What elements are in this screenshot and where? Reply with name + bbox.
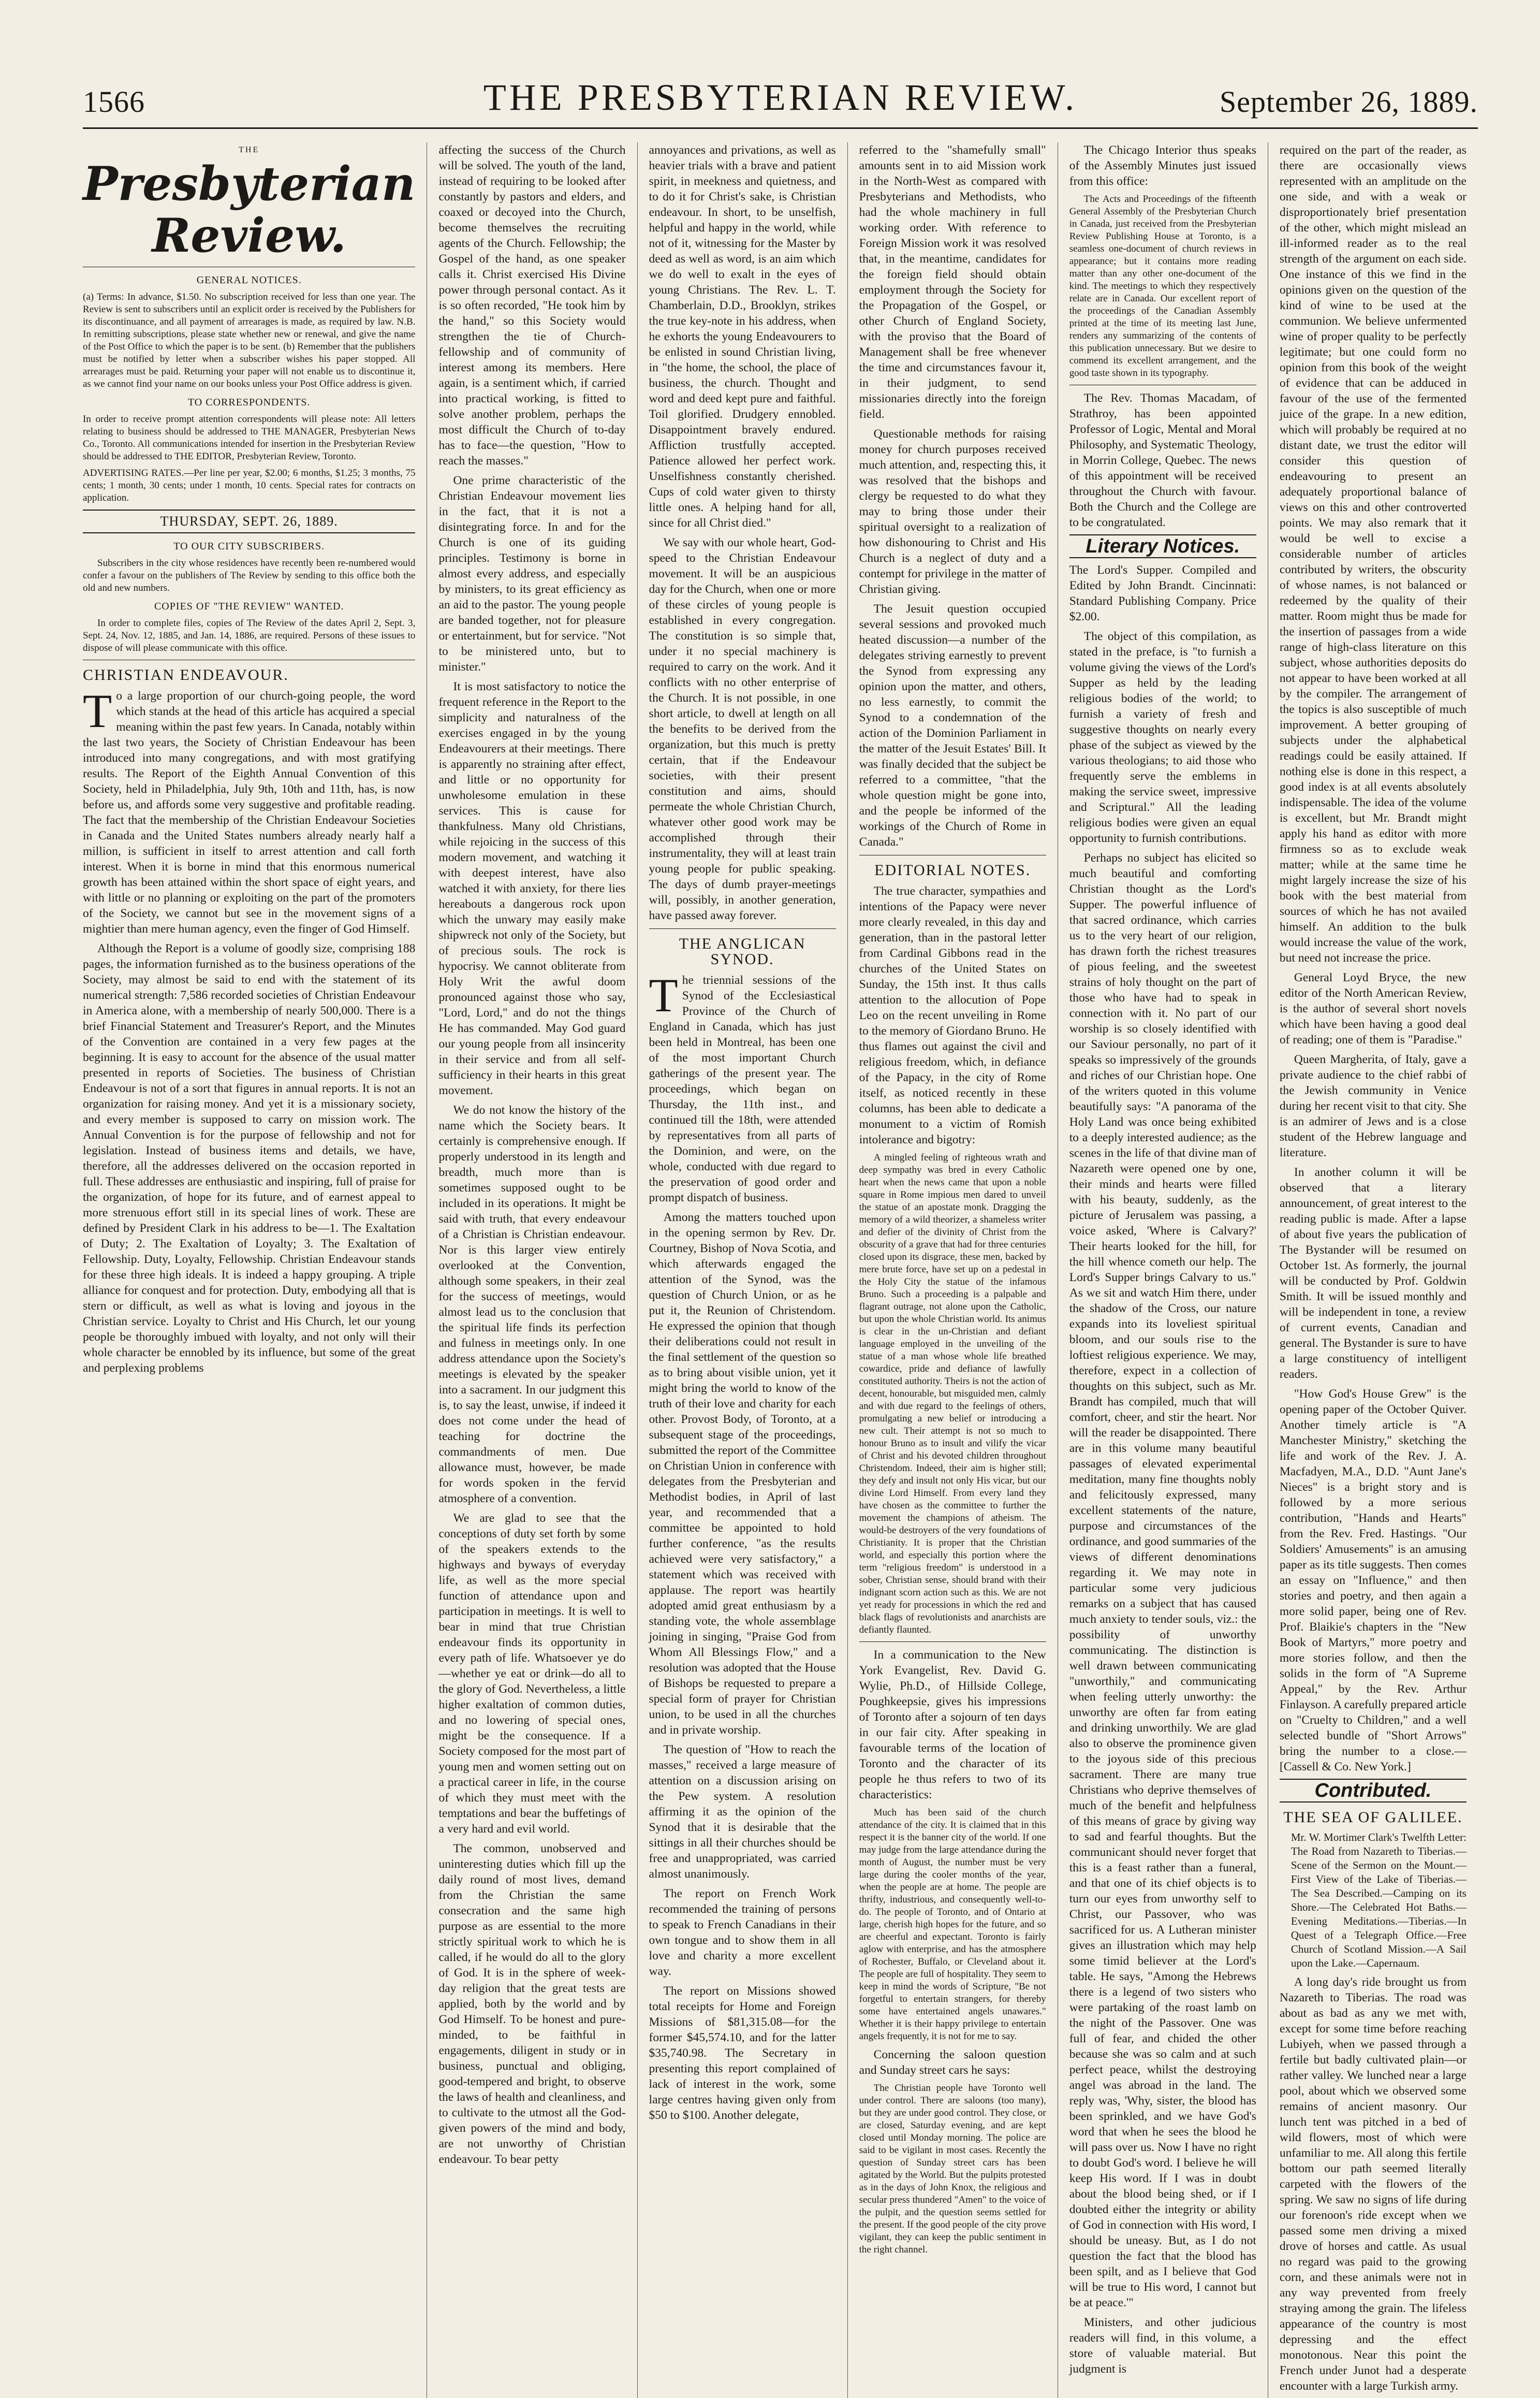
copies-wanted-heading: COPIES OF "THE REVIEW" WANTED. xyxy=(154,601,344,612)
column-1 xyxy=(83,142,427,2398)
anglican-synod-heading: THE ANGLICAN SYNOD. xyxy=(679,935,806,968)
letter-contents: Mr. W. Mortimer Clark's Twelfth Letter: The Road from Nazareth to Tiberias.—Scene of the Sermon on the Mount.—First View of the Lake of Tiberias.—The Sea Described.—Camping on its Shore.—The Celebrated Hot Baths.—Evening Meditations.—Tiberias.—In Quest of a Telegraph Office.—Free Church of Scotland Mission.—A Sail upon the Lake.—Capernaum. xyxy=(1290,1831,1466,1969)
article-paragraph: The common, unobserved and uninteresting duties which fill up the daily round of most lives, demand from the Christian the same consecration and the same high purpose as are essential to the more strictly spiritual work to which he is called, if he would do all to the glory of God. It is in the sphere of week-day religion that the great tests are applied, both by the world and by God Himself. To be honest and pure-minded, to be faithful in engagements, diligent in study or in business, punctual and obliging, good-tempered and bright, to observe the laws of health and cleanliness, and to cultivate to the utmost all the God-given powers of the mind and body, are not unworthy of Christian endeavour. To bear petty xyxy=(438,1842,626,2166)
quoted-passage: The Christian people have Toronto well under control. There are saloons (too many), but they are under good control. They close, or are closed, Saturday evening, and are kept closed until Monday morning. The police are said to be vigilant in most cases. Recently the question of Sunday street cars has been agitated by the World. But the pulpits protested as in the days of John Knox, the religious and secular press thundered "Amen" to the voice of the pulpit, and the question seems settled for the present. If the good people of the city prove vigilant, they can keep the public sentiment in the right channel. xyxy=(859,2083,1046,2255)
article-paragraph: affecting the success of the Church will be solved. The youth of the land, instead of requiring to be looked after constantly by pastors and elders, and coaxed or decoyed into the Church, become themselves the recruiting agents of the Church. Fellowship; the Gospel of the hand, as one speaker calls it. Christ exercised His Divine power through personal contact. As it is so often recorded, "He took him by the hand," so this Society would strengthen the tie of Church-fellowship and of community of interest among its members. Here again, is a sentiment which, if carried into practical working, is fitted to solve another problem, perhaps the most difficult the Church of to-day has to face—the question, "How to reach the masses." xyxy=(438,143,626,468)
editorial-note: Concerning the saloon question and Sunday street cars he says: xyxy=(859,2048,1046,2077)
newspaper-title: THE PRESBYTERIAN REVIEW. xyxy=(483,77,1078,118)
review-paragraph: The object of this compilation, as stated in the preface, is "to furnish a volume giving the views of the Lord's Supper as held by the leading religious bodies of the world; to furnish a variety of fresh and suggestive thoughts on nearly every phase of the subject as viewed by the various theologians; to aid those who frequently serve the emblems in making the service sweet, impressive and Scriptural." All the leading religious bodies were given an equal opportunity to furnish contributions. xyxy=(1069,630,1256,845)
column-4 xyxy=(847,142,1058,2398)
correspondents-heading: TO CORRESPONDENTS. xyxy=(187,397,311,408)
review-paragraph: required on the part of the reader, as there are occasionally views represented with an amplitude on the one side, and with a weak or disproportionately brief presentation of the other, which might mislead an ill-informed reader as to the real strength of the argument on each side. One instance of this we find in the opinions given on the question of the kind of wine to be used at the communion. We believe unfermented wine of proper quality to be perfectly legitimate; but one could form no opinion from this book of the weight of evidence that can be adduced in favour of the use of the fermented juice of the grape. In a new edition, which will probably be required at no distant date, we trust the editor will consider this question of endeavouring to present an adequately proportional balance of views on this and other controverted points. We may also remark that it would be well to excise a considerable number of articles contributed by writers, the obscurity of whose names, is not balanced or redeemed by the quality of their matter. Room might thus be made for the insertion of passages from a wide range of high-class literature on this subject, whose authorities deposits do not appear to have been worked at all by the compiler. The arrangement of the topics is also susceptible of much improvement. A better grouping of subjects under the alphabetical readings could be easily attained. If nothing else is done in this respect, a good index is at all events absolutely indispensable. The idea of the volume is excellent, but Mr. Brandt might apply his hand as editor with more firmness so as to exclude weak matter; while at the same time he might largely increase the size of his book with the best material from sources of which he has not availed himself. An addition to the bulk would increase the value of the work, but need not increase the price. xyxy=(1279,143,1466,965)
column-5 xyxy=(1058,142,1268,2398)
column-grid xyxy=(83,142,1478,2393)
article-paragraph: Questionable methods for raising money for church purposes received much attention, and, respecting this, it was resolved that the bishops and clergy be requested to do what they may to bring those under their spiritual oversight to a realization of how dishonouring to Christ and His Church is a neglect of duty and a contempt for privilege in the matter of Christian giving. xyxy=(859,427,1046,596)
quoted-passage: The Acts and Proceedings of the fifteenth General Assembly of the Presbyterian Church in Canada, just received from the Presbyterian Review Publishing House at Toronto, is a seamless one-document of church reviews in appearance; but it contains more reading matter than any other one-document of the kind. The meetings to which they respectively relate are in Canada. Our excellent report of the proceedings of the Canadian Assembly printed at the time of its meeting last June, renders any summarizing of the contents of this publication unnecessary. But we desire to commend its excellent arrangement, and the good taste shown in its typography. xyxy=(1069,194,1256,379)
copies-wanted-body: In order to complete files, copies of The Review of the dates April 2, Sept. 3, Sept. 24, Nov. 12, 1885, and Jan. 14, 1886, are required. Persons of these issues to dispose of will please communicate with this office. xyxy=(83,618,416,653)
literary-note: In another column it will be observed that a literary announcement, of great interest to the reading public is made. After a lapse of about five years the publication of The Bystander will be resumed on October 1st. As formerly, the journal will be conducted by Prof. Goldwin Smith. It will be issued monthly and will be independent in tone, a review of current events, Canadian and general. The Bystander is sure to have a large constituency of intelligent readers. xyxy=(1279,1166,1466,1381)
dateline: THURSDAY, SEPT. 26, 1889. xyxy=(83,510,415,533)
correspondents-body: In order to receive prompt attention correspondents will please note: All letters relating to business should be addressed to THE MANAGER, Presbyterian News Co., Toronto. All communications intended for insertion in the Presbyterian Review should be addressed to THE EDITOR, Presbyterian Review, Toronto. xyxy=(83,414,416,462)
article-paragraph: Although the Report is a volume of goodly size, comprising 188 pages, the information furnished as to the business operations of the Society, may almost be said to end with the statement of its numerical strength: 7,586 recorded societies of Christian Endeavour in America alone, with a membership of nearly 500,000. There is a brief Financial Statement and Treasurer's Report, and the Minutes of the Convention are contained in a very few pages at the beginning. It is easy to account for the absence of the usual matter presented in reports of Societies. The business of Christian Endeavour is not of a sort that figures in annual reports. It is not an organization for raising money. And yet it is a missionary society, and every member is supposed to carry on mission work. The Annual Convention is for the purpose of fellowship and not for legislation. Instead of business items and details, we have, therefore, all the addresses delivered on the occasion reported in full. These addresses are enthusiastic and inspiring, full of praise for the organization, of hope for its future, and of earnest appeal to more strenuous effort still in its special lines of work. These are defined by President Clark in his address to be—1. The Exaltation of Duty; 2. The Exaltation of Loyalty; 3. The Exaltation of Fellowship. Duty, Loyalty, Fellowship. Christian Endeavour stands for these three high ideals. It is indeed a happy grouping. A triple alliance for conquest and for protection. Duty, embodying all that is stern or difficult, as well as what is loving and joyous in the Christian service. Loyalty to Christ and His Church, let our young people be thoroughly imbued with loyalty, and not only will their whole character be ennobled by its influence, but some of the great and perplexing problems xyxy=(83,942,416,1375)
city-subscribers-body: Subscribers in the city whose residences have recently been re-numbered would confer a favour on the publishers of The Review by sending to this office both the old and new numbers. xyxy=(83,558,416,593)
article-paragraph: We are glad to see that the conceptions of duty set forth by some of the speakers extends to the highways and byways of everyday life, as well as the more special function of attendance upon and participation in meetings. It is well to bear in mind that true Christian endeavour finds its opportunity in every path of life. Whatsoever ye do—whether ye eat or drink—do all to the glory of God. Nevertheless, a little higher exaltation of common duties, and no lowering of special ones, might be the consequence. If a Society composed for the most part of young men and women setting out on a practical career in life, in the course of which they must meet with the temptations and bear the buffetings of a very hard and evil world. xyxy=(438,1512,626,1836)
review-paragraph: Perhaps no subject has elicited so much beautiful and comforting Christian thought as the Lord's Supper. The powerful influence of that sacred ordinance, which carries us to the very heart of our religion, has drawn forth the richest treasures of pious feeling, and the sweetest strains of holy thought on the part of those who have had to speak in connection with it. No part of our worship is so closely identified with our Saviour personally, no part of it speaks so impressively of the grounds and riches of our Christian hope. One of the writers quoted in this volume beautifully says: "A panorama of the Holy Land was once being exhibited to a deeply interested audience; as the scenes in the life of that divine man of Nazareth were opened one by one, their minds and hearts were filled with his beauty, suddenly, as the picture of Jerusalem was passing, a voice asked, 'Where is Calvary?' Their hearts looked for the hill, for the hill whence cometh our help. The Lord's Supper brings Calvary to us." As we sit and watch Him there, under the shadow of the Cross, our nature expands into its loveliest spiritual bloom, and our souls rise to the loftiest religious experience. We may, therefore, expect in a collection of thoughts on this subject, such as Mr. Brandt has compiled, much that will comfort, cheer, and stir the heart. Nor will the reader be disappointed. There are in this volume many beautiful passages of elevated experimental meditation, many fine thoughts nobly and felicitously expressed, many excellent statements of the nature, purpose and circumstances of the ordinance, and good summaries of the views of different denominations regarding it. We may note in particular some very judicious remarks on a subject that has caused much anxiety to tender souls, viz.: the possibility of unworthy communicating. The distinction is well drawn between communicating "unworthily," and communicating when feeling utterly unworthy: the unworthy are often far from eating and drinking unworthily. We are glad also to observe the prominence given to the joyous side of this precious sacrament. There are many true Christians who deprive themselves of much of the benefit and helpfulness of this means of grace by giving way to sad and fearful thoughts. But the communicant should never forget that this is a feast rather than a funeral, and that one of its chief objects is to turn our eyes from unworthy self to Christ, our Passover, who was sacrificed for us. A Lutheran minister gives an illustration which may help some timid believer at the Lord's table. He says, "Among the Hebrews there is a legend of two sisters who were partaking of the roast lamb on the night of the Passover. One was full of fear, and chided the other because she was so calm and at such perfect peace, whilst the destroying angel was abroad in the land. The reply was, 'Why, sister, the blood has been sprinkled, and we have God's word that when he sees the blood he will pass over us. Now I have no right to doubt God's word. I believe he will keep His word. If I was in doubt about the blood being shed, or if I doubted either the integrity or ability of God in connection with His word, I should be uneasy. But, as I do not question the fact that the blood has been spilt, and as I believe that God will be true to His word, I cannot but be at peace.'" xyxy=(1069,851,1256,2309)
article-paragraph: The Jesuit question occupied several sessions and provoked much heated discussion—a number of the delegates striving earnestly to prevent the Synod from expressing any opinion upon the matter, and others, no less earnestly, to commit the Synod to a condemnation of the action of the Dominion Parliament in the matter of the Jesuit Estates' Bill. It was finally decided that the subject be referred to a committee, "that the whole question might be gone into, and the people be informed of the workings of the Church of Rome in Canada." xyxy=(859,602,1046,849)
divider xyxy=(859,1641,1046,1642)
article-paragraph: annoyances and privations, as well as heavier trials with a brave and patient spirit, in meekness and quietness, and to do it for Christ's sake, is Christian endeavour. In short, to be unselfish, helpful and happy in the world, while not of it, witnessing for the Master by deed as well as word, is an aim which we do well to exalt in the eyes of young Christians. The Rev. L. T. Chamberlain, D.D., Brooklyn, strikes the true key-note in his address, when he exhorts the young Endeavourers to be enlisted in sound Christian living, in "the home, the school, the place of business, the church. Thought and word and deed kept pure and faithful. Toil glorified. Drudgery ennobled. Disappointment bravely endured. Affliction trustfully accepted. Patience allowed her perfect work. Unselfishness constantly cherished. Cups of cold water given to thirsty little ones. A helping hand for all, since for all Christ died." xyxy=(649,143,836,530)
article-paragraph: The triennial sessions of the Synod of the Ecclesiastical Province of the Church of England in Canada, which has just been held in Montreal, has been one of the most important Church gatherings of the present year. The proceedings, which began on Thursday, the 11th inst., and continued till the 18th, were attended by representatives from all parts of the Dominion, and were, on the whole, conducted with due regard to the preservation of good order and prompt dispatch of business. xyxy=(649,969,836,1204)
book-title: The Lord's Supper. Compiled and Edited by John Brandt. Cincinnati: Standard Publishing Company. Price $2.00. xyxy=(1069,563,1256,623)
column-6 xyxy=(1268,142,1478,2398)
quoted-passage: A mingled feeling of righteous wrath and deep sympathy was bred in every Catholic heart when the news came that upon a noble square in Rome impious men dared to unveil the statue of an apostate monk. Dragging the memory of a wild theorizer, a shameless writer and defier of the divinity of Christ from the obscurity of a grave that had for three centuries closed upon its disgrace, these men, backed by mere brute force, have set up on a pedestal in the Holy City the statue of the infamous Bruno. Such a proceeding is a palpable and flagrant outrage, not alone upon the Catholic, but upon the whole Christian world. Its animus is clear in the un-Christian and defiant language employed in the unveiling of the statue of a man whose whole life breathed cowardice, pride and defiance of lawfully constituted authority. Theirs is not the action of decent, honourable, but misguided men, calmly and with due regard to the feelings of others, promulgating a new belief or introducing a new cult. Their attempt is not so much to honour Bruno as to insult and vilify the vicar of Christ and his devoted children throughout Christendom. Indeed, their aim is higher still; they defy and insult not only His vicar, but our divine Lord Himself. From every land they have chosen as the committee to further the movement the champions of atheism. The would-be destroyers of the very foundations of Christianity. It is proper that the Christian world, and especially this portion where the term "religious freedom" is understood in a sober, Christian sense, should brand with their indignant scorn action such as this. We are not yet ready for processions in which the red and black flags of revolutionists and anarchists are defiantly flaunted. xyxy=(859,1152,1046,1635)
literary-note: "How God's House Grew" is the opening paper of the October Quiver. Another timely article is "A Manchester Ministry," sketching the life and work of the Rev. J. A. Macfadyen, M.A., D.D. "Aunt Jane's Nieces" is a bright story and is followed by a more serious contribution, "Hands and Hearts" from the Rev. Fred. Hastings. "Our Soldiers' Amusements" is an amusing paper as its title suggests. Then comes an essay on "Influence," and then stories and poetry, and then again a more solid paper, being one of Rev. Prof. Blaikie's chapters in the "New Book of Martyrs," more poetry and more stories follow, and then the solids in the form of "A Supreme Appeal," by the Rev. Arthur Finlayson. A carefully prepared article on "Cruelty to Children," and a well selected bundle of "Short Arrows" bring the number to a close.—[Cassell & Co. New York.] xyxy=(1279,1387,1466,1774)
article-paragraph: The report on Missions showed total receipts for Home and Foreign Missions of $81,315.08—for the former $45,574.10, and for the latter $35,740.98. The Secretary in presenting this report complained of lack of interest in the work, some large centres having given only from $50 to $100. Another delegate, xyxy=(649,1984,836,2122)
article-paragraph: The report on French Work recommended the training of persons to speak to French Canadians in their own tongue and to show them in all love and charity a more excellent way. xyxy=(649,1887,836,1978)
editorial-notes-heading: EDITORIAL NOTES. xyxy=(874,862,1031,879)
article-paragraph: We do not know the history of the name which the Society bears. It certainly is comprehensive enough. If properly understood in its length and breadth, much more than is sometimes supposed ought to be included in its operations. It might be said with truth, that every endeavour of a Christian is Christian endeavour. Nor is this larger view entirely overlooked at the Convention, although some speakers, in their zeal for the success of meetings, would almost lead us to the conclusion that the spiritual life finds its perfection and fulness in meetings only. In one address attendance upon the Society's meetings is elevated by the speaker into a sacrament. In our judgment this is, to say the least, unwise, if indeed it does not come under the head of teaching for doctrine the commandments of men. Due allowance must, however, be made for words spoken in the fervid atmosphere of a convention. xyxy=(438,1103,626,1505)
editorial-note: The Chicago Interior thus speaks of the Assembly Minutes just issued from this office: xyxy=(1069,143,1256,188)
article-paragraph: Among the matters touched upon in the opening sermon by Rev. Dr. Courtney, Bishop of Nova Scotia, and which afterwards engaged the attention of the Synod, was the question of Church Union, or as he put it, the Reunion of Christendom. He expressed the opinion that though their deliberations could not result in the final settlement of the question so as to bring about visible union, yet it might bring the world to know of the truth of their love and charity for each other. Provost Body, of Toronto, at a subsequent stage of the proceedings, submitted the report of the Committee on Christian Union in conference with delegates from the Presbyterian and Methodist bodies, in April of last year, and recommended that a committee be appointed to hold further conference, "as the results achieved were very satisfactory," a statement which was received with applause. The report was heartily adopted amid great enthusiasm by a standing vote, the whole assemblage joining in singing, "Praise God from Whom All Blessings Flow," and a resolution was adopted that the House of Bishops be requested to prepare a special form of prayer for Christian union, to be used in all the churches and in private worship. xyxy=(649,1211,836,1737)
review-paragraph: Ministers, and other judicious readers will find, in this volume, a store of valuable material. But judgment is xyxy=(1069,2316,1256,2376)
divider xyxy=(649,928,836,929)
notices-body: (a) Terms: In advance, $1.50. No subscription received for less than one year. The Review is sent to subscribers until an explicit order is received by the Publishers for its discontinuance, and all payment of arrearages is made, as required by law. N.B. In remitting subscriptions, please state whether new or renewal, and give the name of the Post Office to which the paper is to be sent. (b) Remember that the publishers must be notified by letter when a subscriber wishes his paper stopped. All arrearages must be paid. Returning your paper will not enable us to discontinue it, as we cannot find your name on our books unless your Post Office address is given. xyxy=(83,292,416,389)
literary-notices-heading: Literary Notices. xyxy=(1069,534,1256,558)
notices-heading: GENERAL NOTICES. xyxy=(196,274,302,286)
masthead xyxy=(83,67,1478,129)
nameplate-small: THE xyxy=(239,146,260,154)
article-paragraph: referred to the "shamefully small" amounts sent in to aid Mission work in the North-West as compared with Presbyterians and Methodists, who had the whole machinery in full working order. With reference to Foreign Mission work it was resolved that, in the meantime, candidates for the foreign field should obtain employment through the Society for the Propagation of the Gospel, or other Church of England Society, with the proviso that the Board of Management shall be free whenever the time and circumstances favour it, in their judgment, to send missionaries directly into the foreign field. xyxy=(859,143,1046,421)
quoted-passage: Much has been said of the church attendance of the city. It is claimed that in this respect it is the banner city of the world. If one may judge from the large attendance during the month of August, the number must be very large during the cooler months of the year, when the people are at home. The people are thrifty, industrious, and consequently well-to-do. The people of Toronto, and of Ontario at large, cherish high hopes for the future, and so are cheerful and expectant. Toronto is fairly aglow with enterprise, and has the atmosphere of Rochester, Buffalo, or Cleveland about it. The people are full of hospitality. They seem to keep in mind the words of Scripture, "Be not forgetful to entertain strangers, for thereby some have entertained angels unawares." Whether it is their happy privilege to entertain angels frequently, it is not for me to say. xyxy=(859,1807,1046,2042)
article-paragraph: A long day's ride brought us from Nazareth to Tiberias. The road was about as bad as any we met with, except for some time before reaching Lubiyeh, when we passed through a fertile but badly cultivated plain—or rather valley. We lunched near a large pool, about which we observed some remains of ancient masonry. Our lunch tent was pitched in a bed of wild flowers, most of which were unfamiliar to me. All along this fertile bottom our path seemed literally carpeted with the flowers of the spring. We saw no signs of life during our forenoon's ride except when we passed some men driving a mixed drove of horses and cattle. As usual no regard was paid to the growing corn, and these animals were not in any way prevented from freely straying among the grain. The lifeless appearance of the country is most depressing and the effect monotonous. Near this point the French under Junot had a desperate encounter with a large Turkish army. xyxy=(1279,1975,1466,2393)
literary-note: General Loyd Bryce, the new editor of the North American Review, is the author of several short novels which have been having a good deal of reading; one of them is "Paradise." xyxy=(1279,971,1466,1047)
city-subscribers-heading: TO OUR CITY SUBSCRIBERS. xyxy=(173,541,325,552)
column-3 xyxy=(637,142,847,2398)
article-paragraph: To a large proportion of our church-going people, the word which stands at the head of this article has acquired a special meaning within the past few years. In Canada, notably within the last two years, the Society of Christian Endeavour has been introduced into many congregations, and with most gratifying results. The Report of the Eighth Annual Convention of this Society, held in Philadelphia, July 9th, 10th and 11th, has, is now before us, and affords some very suggestive and profitable reading. The fact that the membership of the Christian Endeavour Societies in Canada and the United States numbers already nearly half a million, is sufficient in itself to arrest attention and call forth interest. When it is borne in mind that this enormous numerical growth has been attained within the short space of eight years, and with little or no planning or exploiting on the part of the promoters of the Society, we cannot but see in the movement signs of a mightier than mere human agency, even the finger of God Himself. xyxy=(83,685,416,936)
editorial-note: The true character, sympathies and intentions of the Papacy were never more clearly revealed, in this day and generation, than in the pastoral letter from Cardinal Gibbons read in the churches of the United States on Sunday, the 15th inst. It thus calls attention to the allocution of Pope Leo on the recent unveiling in Rome to the memory of Giordano Bruno. He thus flames out against the civil and religious freedom, which, in defiance of the Papacy, in the city of Rome itself, as noticed recently in these columns, has been able to dedicate a monument to a victim of Romish intolerance and bigotry: xyxy=(859,884,1046,1146)
column-2 xyxy=(427,142,637,2398)
article-paragraph: It is most satisfactory to notice the frequent reference in the Report to the simplicity and naturalness of the exercises engaged in by the young Endeavourers at their meetings. There is apparently no straining after effect, and little or no opportunity for unwholesome emulation in these services. This is cause for thankfulness. Many old Christians, while rejoicing in the success of this modern movement, and watching it with deepest interest, have also watched it with anxiety, for there lies hereabouts a dangerous rock upon which the unwary may easily make shipwreck not only of the Society, but of precious souls. The rock is hypocrisy. We cannot obliterate from Holy Writ the awful doom pronounced against those who say, "Lord, Lord," and do not the things He has commanded. May God guard our young people from all insincerity in their service and from all self-sufficiency in their hearts in this great movement. xyxy=(438,680,626,1097)
literary-note: Queen Margherita, of Italy, gave a private audience to the chief rabbi of the Jewish community in Venice during her recent visit to that city. She is an admirer of Jews and is a close student of the Hebrew language and literature. xyxy=(1279,1053,1466,1159)
nameplate: Presbyterian Review. xyxy=(83,156,416,263)
issue-date: September 26, 1889. xyxy=(1219,85,1478,119)
sea-of-galilee-heading: THE SEA OF GALILEE. xyxy=(1283,1809,1463,1826)
editorial-note: The Rev. Thomas Macadam, of Strathroy, has been appointed Professor of Logic, Mental and Moral Philosophy, and Systematic Theology, in Morrin College, Quebec. The news of this appointment will be received throughout the Church with favour. Both the Church and the College are to be congratulated. xyxy=(1069,391,1256,529)
advertising-rates: ADVERTISING RATES.—Per line per year, $2.00; 6 months, $1.25; 3 months, 75 cents; 1 month, 30 cents; under 1 month, 10 cents. Special rates for contracts on application. xyxy=(83,468,416,503)
article-paragraph: We say with our whole heart, God-speed to the Christian Endeavour movement. It will be an auspicious day for the Church, when one or more of these circles of young people is established in every congregation. The constitution is so simple that, under it no special machinery is required to carry on the work. And it conflicts with no other enterprise of the Church. It is not possible, in one short article, to dwell at length on all the benefits to be derived from the organization, but this much is pretty certain, that if the Endeavour societies, with their present constitution and aims, should permeate the whole Christian Church, whatever other good work may be accomplished through their instrumentality, they will at least train young people for public speaking. The days of dumb prayer-meetings will, possibly, in another generation, have passed away forever. xyxy=(649,536,836,922)
christian-endeavour-heading: CHRISTIAN ENDEAVOUR. xyxy=(83,666,289,684)
editorial-note: In a communication to the New York Evangelist, Rev. David G. Wylie, Ph.D., of Hillside College, Poughkeepsie, gives his impressions of Toronto after a sojourn of ten days in our fair city. After speaking in favourable terms of the location of Toronto and the character of its people he thus refers to two of its characteristics: xyxy=(859,1648,1046,1801)
article-paragraph: One prime characteristic of the Christian Endeavour movement lies in the fact, that it is not a disintegrating force. In and for the Church is one of its guiding principles. Testimony is borne in almost every address, and especially by ministers, to its great efficiency as an aid to the pastor. The young people are banded together, not for pleasure or entertainment, but for service. "Not to be ministered unto, but to minister." xyxy=(438,474,626,674)
contributed-heading: Contributed. xyxy=(1280,1779,1466,1803)
article-paragraph: The question of "How to reach the masses," received a large measure of attention on a discussion arising on the Pew system. A resolution affirming it as the opinion of the Synod that it is desirable that the sittings in all their churches should be free and unappropriated, was carried almost unanimously. xyxy=(649,1743,836,1881)
page-number: 1566 xyxy=(83,85,145,119)
